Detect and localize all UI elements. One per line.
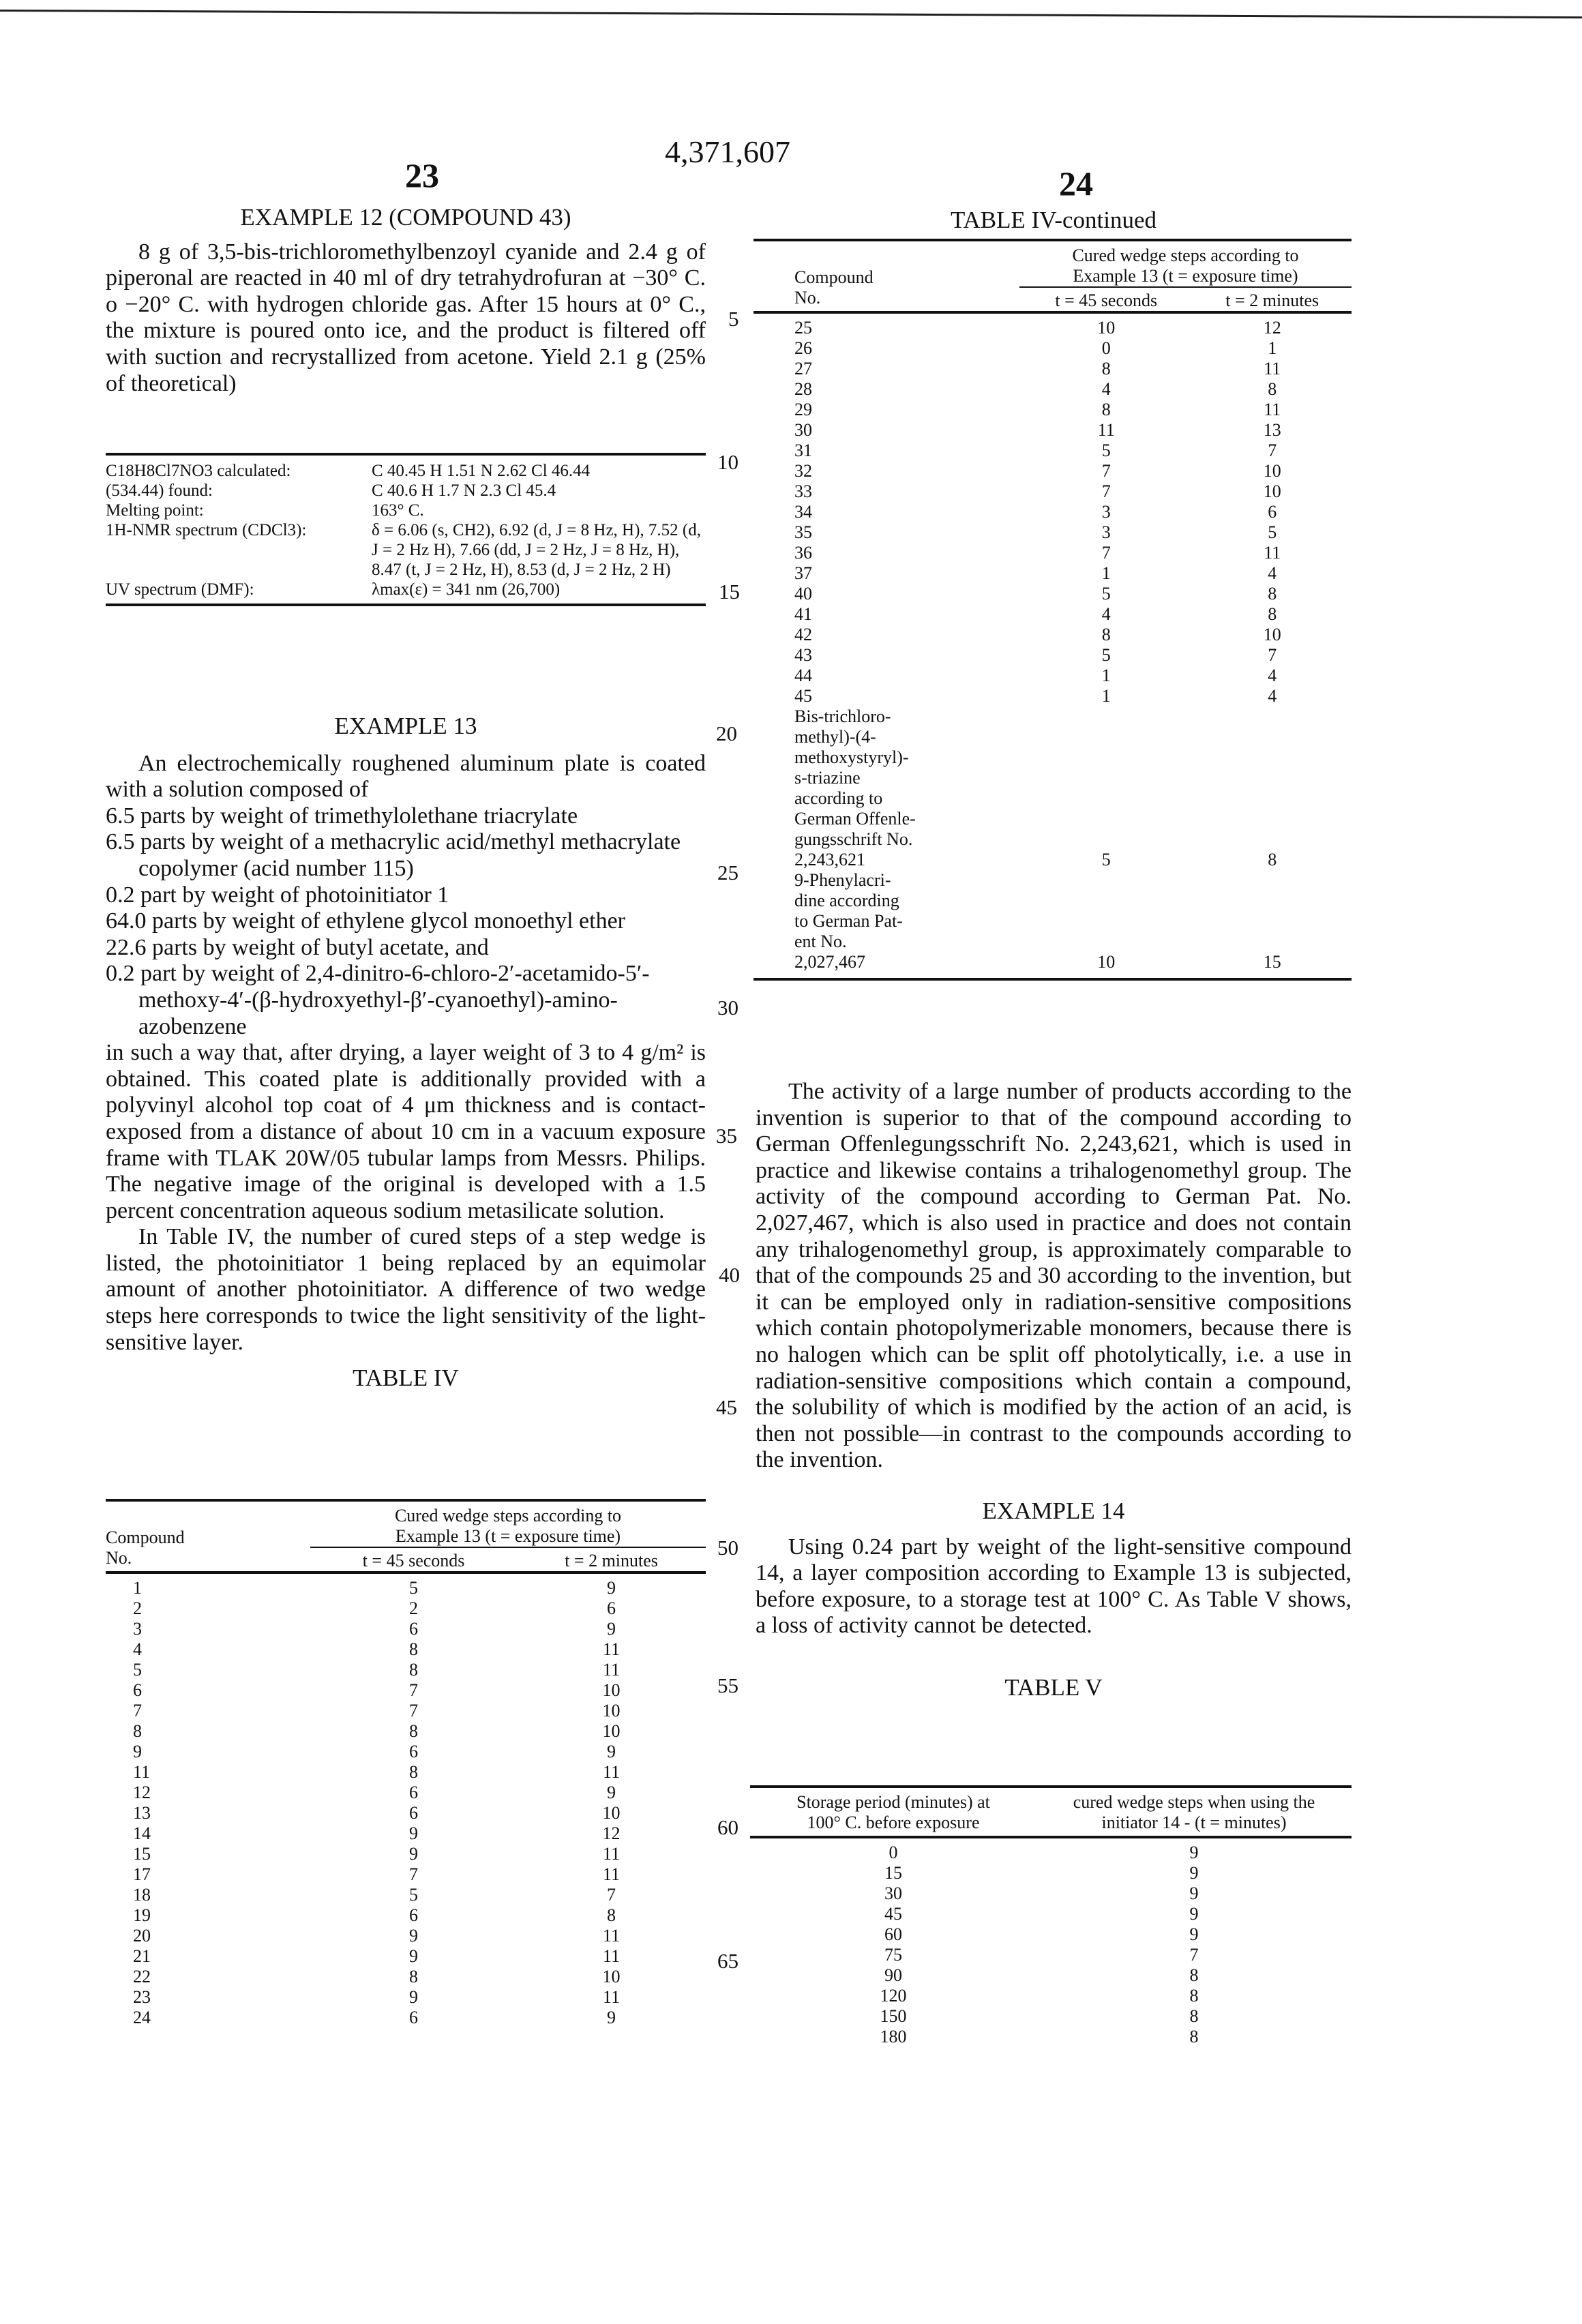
steps-2min: 4	[1268, 686, 1277, 706]
steps-2min: 10	[602, 1701, 621, 1720]
steps-2min: 10	[602, 1967, 621, 1986]
ingredient-item: 6.5 parts by weight of trimethylolethane triacrylate	[106, 803, 578, 829]
storage-minutes: 90	[884, 1965, 902, 1985]
steps-45s: 1	[1101, 686, 1111, 706]
table-5	[750, 1785, 1352, 2047]
table-row	[106, 1967, 706, 1987]
compound-no: 44	[794, 666, 812, 685]
cured-steps: 8	[1189, 1986, 1199, 2006]
analysis-label: Melting point:	[106, 501, 204, 520]
table-row	[106, 1987, 706, 2008]
analysis-value: λmax(ε) = 341 nm (26,700)	[372, 580, 561, 599]
compound-no: 15	[133, 1844, 151, 1864]
analysis-value: 163° C.	[372, 501, 424, 520]
steps-45s: 7	[409, 1701, 419, 1720]
table-row	[106, 1803, 706, 1823]
line-number: 15	[719, 580, 740, 604]
col-45-seconds: t = 45 seconds	[1055, 290, 1158, 310]
line-number: 35	[716, 1124, 737, 1148]
steps-2min: 11	[603, 1987, 621, 2007]
steps-2min: 11	[1264, 400, 1281, 419]
table-row	[106, 1844, 706, 1864]
steps-45s: 6	[409, 1742, 419, 1761]
steps-45s: 8	[409, 1660, 419, 1680]
col-2-minutes: t = 2 minutes	[1225, 290, 1319, 310]
table-row	[106, 1864, 706, 1885]
compound-no: 3	[133, 1619, 142, 1639]
compound-no: 33	[794, 481, 812, 501]
table-4-continued	[753, 239, 1352, 981]
steps-45s: 7	[409, 1680, 419, 1700]
storage-minutes: 15	[884, 1863, 902, 1883]
compound-no: 8	[133, 1721, 142, 1741]
analysis-label: UV spectrum (DMF):	[106, 580, 254, 599]
table-row	[753, 666, 1352, 686]
steps-2min: 11	[603, 1639, 621, 1659]
steps-2min: 6	[607, 1598, 616, 1618]
steps-45s: 1	[1101, 563, 1111, 583]
comparison-compound-line: s-triazine	[794, 768, 861, 788]
steps-45s: 9	[409, 1926, 419, 1946]
group-header	[1019, 240, 1352, 288]
left-column-number: 23	[405, 156, 439, 194]
table-row	[750, 1837, 1352, 1863]
steps-45s: 7	[1101, 543, 1111, 563]
compound-no: 35	[794, 522, 812, 542]
analysis-label: (534.44) found:	[106, 481, 213, 500]
activity-paragraph: The activity of a large number of products according to the invention is superior to that of the compound according to German Offenlegungsschrift No. 2,243,621, which is used in practice and likewise contains a trihalogenomethyl group. The activity of the compound according to German Pat. No. 2,027,467, which is also used in practice and does not contain any trihalogenomethyl group, is approximately comparable to that of the compounds 25 and 30 according to the invention, but it can be employed only in radiation-sensitive compositions which contain photopolymerizable monomers, because there is no halogen which can be split off photolytically, i.e. a use in radiation-sensitive compositions which contain a compound, the solubility of which is modified by the action of an acid, is then not possible—in contrast to the compounds according to the invention.	[756, 1079, 1352, 1473]
ingredient-list	[106, 803, 706, 1040]
table-row	[106, 1885, 706, 1905]
table-row	[106, 1619, 706, 1639]
table-row	[753, 481, 1352, 502]
ingredient-item: 6.5 parts by weight of a methacrylic acid/methyl methacrylate copolymer (acid number 115)	[106, 829, 681, 881]
compound-no: 2	[133, 1598, 142, 1618]
steps-2min: 9	[607, 1783, 616, 1802]
compound-no: 7	[133, 1701, 142, 1720]
steps-2min: 9	[607, 1619, 616, 1639]
line-number: 10	[717, 450, 738, 474]
table-row	[753, 338, 1352, 359]
col-45-seconds: t = 45 seconds	[362, 1551, 465, 1570]
ingredient-item: 22.6 parts by weight of butyl acetate, and	[106, 934, 489, 960]
steps-45s: 0	[1101, 338, 1111, 358]
line-number: 65	[717, 1949, 738, 1973]
analysis-value: C 40.6 H 1.7 N 2.3 Cl 45.4	[372, 481, 556, 500]
steps-2min: 8	[1268, 604, 1277, 624]
storage-minutes: 60	[884, 1924, 902, 1944]
table-row	[106, 1946, 706, 1967]
steps-2min: 11	[603, 1762, 621, 1782]
analysis-row	[106, 520, 706, 580]
line-number: 40	[719, 1263, 740, 1287]
analysis-value: C 40.45 H 1.51 N 2.62 Cl 46.44	[372, 462, 591, 480]
compound-no: 14	[133, 1823, 151, 1843]
storage-minutes: 120	[880, 1986, 907, 2006]
steps-45s: 6	[409, 1803, 419, 1823]
col-2-minutes: t = 2 minutes	[565, 1551, 658, 1570]
comparison-compound-line: dine according	[794, 891, 899, 910]
steps-45s: 5	[1101, 645, 1111, 665]
table-row	[753, 563, 1352, 584]
table-row	[753, 420, 1352, 441]
group-header-line-2: Example 13 (t = exposure time)	[1019, 266, 1352, 288]
compound-no: 23	[133, 1987, 151, 2007]
cured-steps: 7	[1189, 1945, 1199, 1965]
table-row	[750, 1863, 1352, 1883]
analysis-row	[106, 501, 706, 520]
comparison-compound-line: ent No.	[794, 932, 847, 951]
table-row	[753, 604, 1352, 625]
compound-no: 5	[133, 1660, 142, 1680]
table-row	[753, 359, 1352, 379]
storage-minutes: 150	[880, 2006, 907, 2026]
table-row	[753, 502, 1352, 522]
table-4	[106, 1499, 706, 2028]
example-14-paragraph: Using 0.24 part by weight of the light-sensitive compound 14, a layer composition according to Example 13 is subjected, before exposure, to a storage test at 100° C. As Table V shows, a loss of activity cannot be detected.	[756, 1534, 1352, 1639]
compound-no: 21	[133, 1946, 151, 1966]
analysis-value: δ = 6.06 (s, CH2), 6.92 (d, J = 8 Hz, H), 7.52 (d, J = 2 Hz H), 7.66 (dd, J = 2 Hz, J = 8 Hz, H), 8.47 (t, J = 2 Hz, H), 8.53 (d, J = 2 Hz, 2 H)	[372, 521, 701, 579]
comparison-row	[753, 706, 1352, 870]
compound-no: 30	[794, 420, 812, 440]
table-row	[106, 1680, 706, 1701]
cured-steps: 9	[1189, 1904, 1199, 1924]
steps-45s: 3	[1101, 522, 1111, 542]
steps-2min: 6	[1268, 502, 1277, 522]
example-13	[106, 713, 706, 1392]
example-13-paragraph-2: in such a way that, after drying, a layer weight of 3 to 4 g/m² is obtained. This coated plate is additionally provided with a polyvinyl alcohol top coat of 4 μm thickness and is contact-exposed from a distance of about 10 cm in a vacuum exposure frame with TLAK 20W/05 tubular lamps from Messrs. Philips. The negative image of the original is developed with a 1.5 percent concentration aqueous sodium metasilicate solution.	[106, 1040, 706, 1223]
compound-no: 27	[794, 359, 812, 378]
storage-minutes: 75	[884, 1945, 902, 1965]
steps-2min: 8	[1268, 379, 1277, 399]
col-compound-2: No.	[794, 288, 821, 308]
steps-45s: 8	[1101, 400, 1111, 419]
steps-45s: 6	[409, 1783, 419, 1802]
table-row	[753, 441, 1352, 461]
col-cured-steps	[1036, 1787, 1352, 1837]
table-row	[106, 1660, 706, 1680]
steps-2min: 8	[1268, 584, 1277, 604]
comparison-compound-line: methyl)-(4-	[794, 727, 876, 747]
example-13-title: EXAMPLE 13	[334, 713, 477, 739]
table-4-continued-title: TABLE IV-continued	[950, 207, 1157, 233]
steps-2min: 8	[1268, 850, 1277, 869]
steps-2min: 11	[603, 1660, 621, 1680]
steps-45s: 5	[409, 1885, 419, 1905]
table-row	[106, 1573, 706, 1598]
table-5-title: TABLE V	[1004, 1673, 1103, 1701]
table-row	[106, 1598, 706, 1619]
compound-no: 28	[794, 379, 812, 399]
table-row	[753, 522, 1352, 543]
col-cured-line-2: initiator 14 - (t = minutes)	[1101, 1813, 1287, 1832]
steps-2min: 11	[603, 1844, 621, 1864]
table-row	[106, 1742, 706, 1762]
ingredient-item: 0.2 part by weight of photoinitiator 1	[106, 882, 449, 908]
steps-2min: 11	[603, 1926, 621, 1946]
steps-45s: 3	[1101, 502, 1111, 522]
compound-no: 41	[794, 604, 812, 624]
comparison-compound-line: Bis-trichloro-	[794, 706, 891, 726]
steps-2min: 11	[1264, 359, 1281, 378]
steps-2min: 7	[1268, 645, 1277, 665]
line-number: 30	[717, 996, 738, 1019]
comparison-compound-line: to German Pat-	[794, 911, 903, 931]
compound-no: 13	[133, 1803, 151, 1823]
table-row	[106, 1639, 706, 1660]
compound-no: 11	[133, 1762, 151, 1782]
table-row	[750, 2027, 1352, 2047]
steps-45s: 8	[1101, 359, 1111, 378]
col-storage-line-1: Storage period (minutes) at	[796, 1792, 990, 1812]
compound-no: 25	[794, 318, 812, 338]
storage-minutes: 180	[880, 2027, 907, 2046]
steps-2min: 10	[1263, 625, 1281, 644]
line-number: 50	[717, 1536, 738, 1560]
compound-no: 20	[133, 1926, 151, 1946]
cured-steps: 9	[1189, 1924, 1199, 1944]
steps-45s: 4	[1101, 379, 1111, 399]
steps-45s: 8	[409, 1967, 419, 1986]
steps-45s: 7	[1101, 481, 1111, 501]
steps-2min: 15	[1263, 952, 1281, 972]
comparison-compound	[753, 870, 1019, 972]
table-row	[750, 1924, 1352, 1945]
steps-45s: 8	[1101, 625, 1111, 644]
compound-no: 37	[794, 563, 812, 583]
steps-2min: 10	[602, 1803, 621, 1823]
steps-45s: 9	[409, 1844, 419, 1864]
table-row	[106, 1823, 706, 1844]
table-row	[106, 1762, 706, 1783]
steps-45s: 1	[1101, 666, 1111, 685]
group-header-line-2: Example 13 (t = exposure time)	[310, 1526, 706, 1548]
table-4-title: TABLE IV	[353, 1365, 459, 1392]
compound-no: 42	[794, 625, 812, 644]
steps-2min: 10	[1263, 481, 1281, 501]
analysis-row	[106, 481, 706, 501]
compound-no: 24	[133, 2008, 151, 2027]
comparison-compound-line: 9-Phenylacri-	[794, 870, 891, 890]
steps-2min: 7	[607, 1885, 616, 1905]
col-storage-line-2: 100° C. before exposure	[807, 1813, 980, 1832]
steps-2min: 11	[603, 1946, 621, 1966]
steps-2min: 9	[607, 1742, 616, 1761]
example-13-paragraph-3: In Table IV, the number of cured steps of a step wedge is listed, the photoinitiator 1 being replaced by an equimolar amount of another photoinitiator. A difference of two wedge steps here corresponds to twice the light sensitivity of the light-sensitive layer.	[106, 1224, 706, 1355]
steps-45s: 5	[1101, 850, 1111, 869]
table-row	[106, 1926, 706, 1946]
group-header-line-1: Cured wedge steps according to	[1072, 245, 1299, 265]
compound-no: 34	[794, 502, 812, 522]
steps-2min: 11	[1264, 543, 1281, 563]
storage-minutes: 45	[884, 1904, 902, 1924]
table-row	[106, 1783, 706, 1803]
steps-45s: 9	[409, 1987, 419, 2007]
compound-no: 18	[133, 1885, 151, 1905]
steps-45s: 6	[409, 1905, 419, 1925]
table-row	[750, 2006, 1352, 2027]
steps-2min: 10	[602, 1680, 621, 1700]
col-compound-1: Compound	[794, 267, 874, 287]
steps-45s: 7	[1101, 461, 1111, 481]
right-text-block	[756, 1079, 1352, 1701]
steps-2min: 11	[603, 1864, 621, 1884]
steps-45s: 5	[1101, 584, 1111, 604]
comparison-compound-line: German Offenle-	[794, 809, 916, 829]
analysis-label: C18H8Cl7NO3 calculated:	[106, 462, 291, 480]
comparison-compound	[753, 706, 1019, 870]
group-header	[310, 1500, 706, 1548]
table-row	[753, 625, 1352, 645]
table-row	[753, 400, 1352, 420]
compound-no: 4	[133, 1639, 142, 1659]
table-4-continued-title-wrap	[756, 207, 1352, 234]
table-row	[106, 1721, 706, 1742]
steps-2min: 7	[1268, 441, 1277, 460]
comparison-compound-line: methoxystyryl)-	[794, 747, 909, 767]
steps-45s: 6	[409, 2008, 419, 2027]
steps-2min: 10	[602, 1721, 621, 1741]
table-row	[753, 312, 1352, 338]
table-row	[106, 2008, 706, 2028]
line-number: 5	[728, 307, 739, 331]
left-column	[106, 205, 706, 397]
steps-45s: 10	[1097, 952, 1116, 972]
line-number: 45	[716, 1395, 737, 1419]
steps-2min: 5	[1268, 522, 1277, 542]
cured-steps: 9	[1189, 1843, 1199, 1862]
storage-minutes: 0	[889, 1843, 898, 1862]
col-compound-2: No.	[106, 1548, 132, 1568]
steps-2min: 4	[1268, 666, 1277, 685]
analysis-table	[106, 453, 706, 606]
compound-no: 1	[133, 1578, 142, 1598]
compound-no: 22	[133, 1967, 151, 1986]
example-14-title: EXAMPLE 14	[982, 1497, 1125, 1524]
steps-2min: 13	[1263, 420, 1281, 440]
steps-45s: 2	[409, 1598, 419, 1618]
comparison-compound-line: gungsschrift No.	[794, 829, 913, 849]
steps-45s: 9	[409, 1946, 419, 1966]
line-number: 20	[716, 721, 737, 745]
table-row	[106, 1905, 706, 1926]
steps-45s: 11	[1097, 420, 1115, 440]
compound-no: 29	[794, 400, 812, 419]
col-storage-period	[750, 1787, 1036, 1837]
steps-2min: 1	[1268, 338, 1277, 358]
analysis-row	[106, 580, 706, 599]
table-row	[753, 461, 1352, 481]
table-row	[753, 543, 1352, 563]
example-13-intro: An electrochemically roughened aluminum plate is coated with a solution composed of	[106, 750, 706, 803]
patent-number: 4,371,607	[665, 134, 790, 169]
right-column-number: 24	[1059, 164, 1093, 203]
line-number: 60	[717, 1815, 738, 1839]
scan-border-line	[0, 10, 1582, 18]
cured-steps: 8	[1189, 2027, 1199, 2046]
compound-no: 40	[794, 584, 812, 604]
cured-steps: 8	[1189, 1965, 1199, 1985]
line-number: 55	[717, 1673, 738, 1697]
table-row	[750, 1904, 1352, 1924]
steps-2min: 4	[1268, 563, 1277, 583]
steps-45s: 10	[1097, 318, 1116, 338]
cured-steps: 8	[1189, 2006, 1199, 2026]
steps-45s: 5	[409, 1578, 419, 1598]
table-row	[750, 1986, 1352, 2006]
col-cured-line-1: cured wedge steps when using the	[1073, 1792, 1315, 1812]
analysis-row	[106, 454, 706, 481]
steps-2min: 9	[607, 2008, 616, 2027]
steps-2min: 8	[607, 1905, 616, 1925]
table-row	[106, 1701, 706, 1721]
steps-2min: 12	[602, 1823, 621, 1843]
compound-no: 12	[133, 1783, 151, 1802]
comparison-compound-line: 2,243,621	[794, 850, 865, 869]
compound-no: 43	[794, 645, 812, 665]
steps-45s: 6	[409, 1619, 419, 1639]
ingredient-item: 64.0 parts by weight of ethylene glycol monoethyl ether	[106, 908, 625, 934]
table-row	[753, 584, 1352, 604]
analysis-label: 1H-NMR spectrum (CDCl3):	[106, 521, 307, 539]
steps-2min: 12	[1263, 318, 1281, 338]
compound-no: 36	[794, 543, 812, 563]
table-row	[753, 379, 1352, 400]
table-row	[750, 1945, 1352, 1965]
comparison-compound-line: 2,027,467	[794, 952, 865, 972]
example-12-title: EXAMPLE 12 (COMPOUND 43)	[240, 204, 571, 230]
ingredient-item: 0.2 part by weight of 2,4-dinitro-6-chloro-2′-acetamido-5′-methoxy-4′-(β-hydroxyethyl-β′-cyanoethyl)-amino-azobenzene	[106, 961, 650, 1039]
cured-steps: 9	[1189, 1863, 1199, 1883]
steps-45s: 8	[409, 1762, 419, 1782]
compound-no: 26	[794, 338, 812, 358]
steps-45s: 7	[409, 1864, 419, 1884]
col-compound-1: Compound	[106, 1528, 185, 1547]
comparison-compound-line: according to	[794, 788, 883, 808]
table-row	[750, 1965, 1352, 1986]
line-number: 25	[717, 861, 738, 884]
example-12-paragraph: 8 g of 3,5-bis-trichloromethylbenzoyl cyanide and 2.4 g of piperonal are reacted in 40 ml of dry tetrahydrofuran at −30° C. o −20° C. with hydrogen chloride gas. After 15 hours at 0° C., the mixture is poured onto ice, and the product is filtered off with suction and recrystallized from acetone. Yield 2.1 g (25% of theoretical)	[106, 239, 706, 396]
steps-2min: 9	[607, 1578, 616, 1598]
steps-45s: 4	[1101, 604, 1111, 624]
steps-45s: 8	[409, 1639, 419, 1659]
steps-45s: 5	[1101, 441, 1111, 460]
compound-no: 19	[133, 1905, 151, 1925]
cured-steps: 9	[1189, 1883, 1199, 1903]
group-header-line-1: Cured wedge steps according to	[394, 1506, 622, 1525]
compound-no: 32	[794, 461, 812, 481]
table-row	[750, 1883, 1352, 1904]
comparison-row	[753, 870, 1352, 972]
compound-no: 45	[794, 686, 812, 706]
steps-45s: 8	[409, 1721, 419, 1741]
compound-no: 17	[133, 1864, 151, 1884]
compound-no: 31	[794, 441, 812, 460]
steps-2min: 10	[1263, 461, 1281, 481]
steps-45s: 9	[409, 1823, 419, 1843]
compound-no: 6	[133, 1680, 142, 1700]
storage-minutes: 30	[884, 1883, 902, 1903]
compound-no: 9	[133, 1742, 142, 1761]
table-row	[753, 645, 1352, 666]
table-row	[753, 686, 1352, 706]
